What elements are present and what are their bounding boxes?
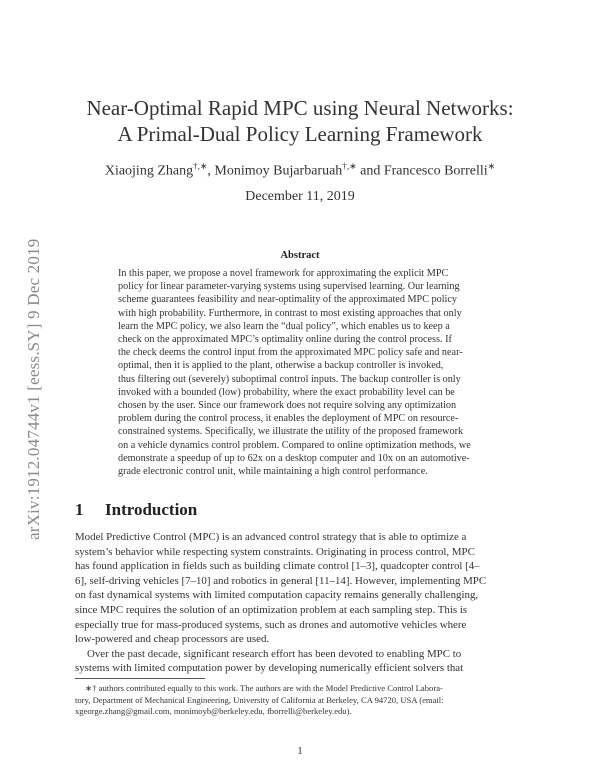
footnote-divider [75, 678, 205, 679]
abstract-line: with high probability. Furthermore, in contrast to most existing approaches that only [118, 307, 462, 319]
section-heading-introduction [75, 500, 197, 520]
body-line: system’s behavior while respecting system constraints. Originating in process control, MPC [75, 545, 475, 558]
abstract-line: In this paper, we propose a novel framework for approximating the explicit MPC [118, 268, 449, 279]
abstract-line: thus filtering out (severely) suboptimal control inputs. The backup controller is only [118, 373, 461, 385]
abstract-line: chosen by the user. Since our framework does not require solving any optimization [118, 400, 457, 412]
abstract-line: on a vehicle dynamics control problem. Compared to online optimization methods, we [118, 439, 471, 451]
body-line: has found application in fields such as building climate control [1–3], quadcopter control [4– [75, 560, 480, 573]
abstract-line: policy for linear parameter-varying systems using supervised learning. Our learning [118, 281, 460, 293]
author-3: Francesco Borrelli [383, 163, 488, 179]
abstract-line: constrained systems. Specifically, we illustrate the utility of the proposed framework [118, 426, 464, 438]
body-line: low-powered and cheap processors are used. [75, 633, 270, 646]
body-line: especially true for mass-produced systems, such as drones and automotive vehicles where [75, 618, 467, 631]
abstract-body [118, 267, 501, 478]
abstract-line: grade electronic control unit, while maintaining a high control performance. [118, 466, 428, 478]
body-line: Model Predictive Control (MPC) is an advanced control strategy that is able to optimize a [75, 531, 467, 543]
author-list [0, 161, 600, 180]
body-line: Over the past decade, significant research effort has been devoted to enabling MPC to [87, 647, 462, 660]
abstract-heading: Abstract [280, 250, 320, 261]
body-line: on fast dynamical systems with limited computation capacity remains generally challenging, [75, 589, 479, 602]
section-title: Introduction [105, 500, 198, 519]
abstract-line: optimal, then it is applied to the plant, otherwise a backup controller is invoked, [118, 360, 444, 372]
footnote [75, 683, 530, 718]
abstract-line: scheme guarantees feasibility and near-optimality of the approximated MPC policy [118, 294, 457, 306]
body-line: since MPC requires the solution of an optimization problem at each sampling step. This is [75, 603, 468, 616]
author-3-affiliation-mark: ∗ [487, 161, 496, 171]
footnote-line: xgeorge.zhang@gmail.com, monimoyb@berkeley.edu, fborrelli@berkeley.edu). [75, 706, 352, 717]
abstract-line: learn the MPC policy, we also learn the “dual policy”, which enables us to keep a [118, 320, 450, 332]
arxiv-identifier-stamp: arXiv:1912.04744v1 [eess.SY] 9 Dec 2019 [24, 238, 43, 540]
abstract-line: the check deems the control input from the approximated MPC policy safe and near- [118, 347, 463, 359]
footnote-line: tory, Department of Mechanical Engineering, University of California at Berkeley, CA 94720, USA (email: [75, 694, 444, 705]
author-1: Xiaojing Zhang [104, 163, 194, 179]
abstract-line: invoked with a bounded (low) probability, where the exact probability level can be [118, 386, 455, 398]
author-1-affiliation-mark: †,∗ [193, 161, 208, 171]
paper-title-line-1: Near-Optimal Rapid MPC using Neural Networks: [86, 96, 514, 120]
paper-title-line-2: A Primal-Dual Policy Learning Framework [117, 122, 483, 146]
author-separator: and [356, 163, 384, 179]
body-line: 6], self-driving vehicles [7–10] and robotics in general [11–14]. However, implementing MPC [75, 574, 487, 587]
section-number: 1 [75, 500, 84, 519]
abstract-line: problem during the control process, it enables the deployment of MPC on resource- [118, 413, 459, 425]
body-line: systems with limited computation power by developing numerically efficient solvers that [75, 662, 464, 675]
author-2-affiliation-mark: †,∗ [342, 161, 357, 171]
abstract-line: demonstrate a speedup of up to 62x on a desktop computer and 10x on an automotive- [118, 452, 470, 464]
author-2: Monimoy Bujarbaruah [214, 163, 343, 179]
introduction-body [75, 530, 527, 676]
author-separator: , [207, 163, 215, 179]
page-number: 1 [297, 745, 303, 757]
publication-date: December 11, 2019 [245, 189, 355, 204]
footnote-line: ∗† authors contributed equally to this work. The authors are with the Model Predictive Control Labora- [85, 683, 443, 693]
abstract-line: check on the approximated MPC’s optimality online during the control process. If [118, 334, 452, 346]
